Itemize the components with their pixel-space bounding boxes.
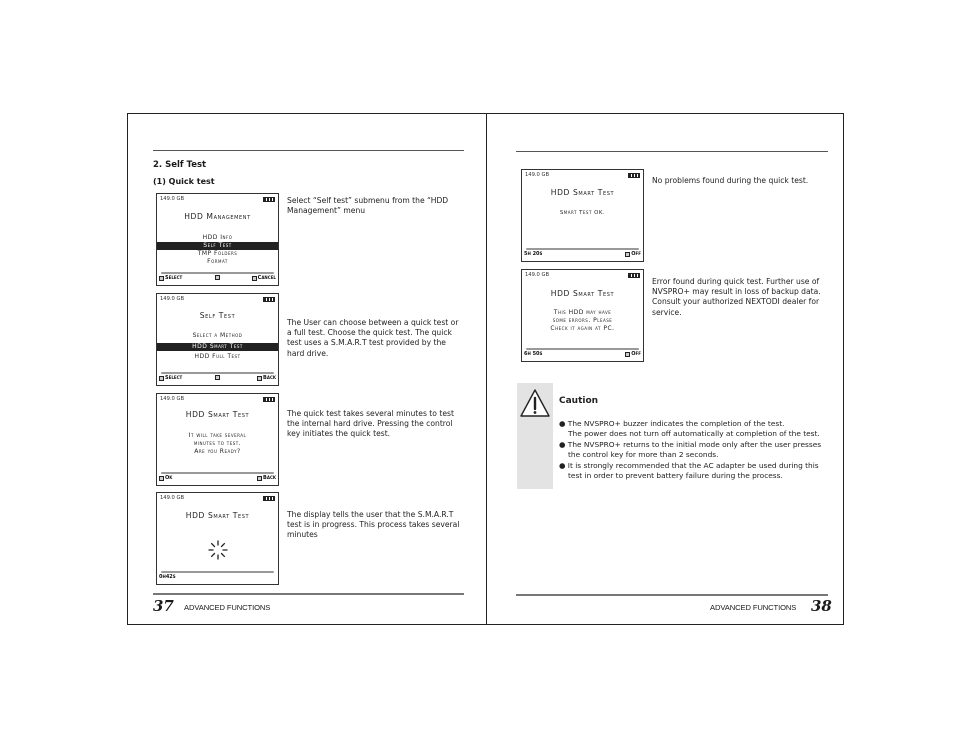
loading-spinner-icon [208, 540, 228, 560]
caution-bullet-continuation: The power does not turn off automatically at completion of the test. [568, 429, 820, 439]
right-header-rule [516, 151, 828, 152]
scroll-key-icon [215, 375, 220, 380]
menu-item-hdd-info: HDD Info [202, 234, 233, 241]
softkey-right: Back [263, 375, 276, 381]
elapsed-time: 5h 20s [524, 251, 543, 257]
left-footer-rule [153, 593, 464, 595]
device-screen-smart-test-ok [521, 169, 644, 262]
footer-title: ADVANCED FUNCTIONS [710, 603, 797, 612]
battery-icon [628, 173, 640, 178]
caution-sidebar [517, 383, 553, 489]
back-key-icon [257, 476, 262, 481]
menu-item-format: Format [207, 258, 228, 265]
caution-bullet: ● The NVSPRO+ returns to the initial mode only after the user presses [559, 439, 822, 449]
softkey-left: Select [165, 275, 183, 281]
battery-icon [263, 197, 275, 202]
device-screen-smart-test-error [521, 269, 644, 362]
screen-title: HDD Smart Test [185, 410, 250, 419]
screen-softkeys [159, 375, 276, 383]
battery-icon [628, 273, 640, 278]
select-key-icon [159, 376, 164, 381]
page-divider [486, 113, 487, 625]
subheading: (1) Quick test [153, 177, 215, 186]
screen-title: HDD Smart Test [550, 289, 615, 298]
capacity-readout: 149.0 GB [160, 495, 185, 501]
softkey-left: Select [165, 375, 183, 381]
left-header-rule [153, 150, 464, 151]
menu-item-tmp-folders: TMP Folders [197, 250, 238, 257]
screen-prompt: Select a Method [192, 332, 243, 339]
screen-title: HDD Management [184, 212, 251, 221]
device-screen-smart-test-confirm [156, 393, 279, 486]
device-screen-self-test [156, 293, 279, 386]
battery-icon [263, 496, 275, 501]
screen-softkeys [524, 251, 641, 259]
scroll-key-icon [215, 275, 220, 280]
device-screen-smart-test-progress [156, 492, 279, 585]
battery-icon [263, 297, 275, 302]
caution-bullet: ● It is strongly recommended that the AC adapter be used during this [559, 460, 819, 470]
screen-message-line: This HDD may have [553, 309, 612, 316]
screen-softkeys [159, 574, 276, 582]
power-key-icon [625, 352, 630, 357]
screen-separator [161, 372, 274, 374]
screen-message-line: Are you Ready? [194, 448, 241, 455]
screen-separator [161, 571, 274, 573]
softkey-right: Off [631, 251, 641, 257]
warning-triangle-icon [519, 388, 551, 418]
menu-item-hdd-smart-test-selected: HDD Smart Test [157, 343, 278, 351]
screen-message-line: Check it again at PC. [550, 325, 615, 332]
elapsed-time: 0h42s [159, 574, 176, 580]
menu-item-hdd-full-test: HDD Full Test [194, 353, 241, 360]
screen-softkeys [159, 475, 276, 483]
capacity-readout: 149.0 GB [160, 196, 185, 202]
screen-message-line: It will take several [188, 432, 247, 439]
power-key-icon [625, 252, 630, 257]
page-number: 38 [811, 597, 832, 615]
screen-message-line: minutes to test. [193, 440, 242, 447]
screen-title: HDD Smart Test [550, 188, 615, 197]
section-heading: 2. Self Test [153, 160, 207, 170]
caution-bullet-continuation: the control key for more than 2 seconds. [568, 450, 719, 460]
ok-key-icon [159, 476, 164, 481]
screen-title: Self Test [199, 311, 236, 320]
capacity-readout: 149.0 GB [525, 272, 550, 278]
menu-item-self-test-selected: Self Test [157, 242, 278, 250]
result-description: Error found during quick test. Further use of NVSPRO+ may result in loss of backup data. Consult your authorized NEXTODI dealer for service. [652, 277, 821, 317]
screen-message-line: Smart Test OK. [559, 210, 606, 216]
softkey-left: Ok [165, 475, 173, 481]
softkey-right: Off [631, 351, 641, 357]
screen-softkeys [159, 275, 276, 283]
screen-message-line: some errors. Please [552, 317, 613, 324]
capacity-readout: 149.0 GB [525, 172, 550, 178]
right-footer-rule [516, 594, 828, 596]
select-key-icon [159, 276, 164, 281]
capacity-readout: 149.0 GB [160, 296, 185, 302]
caution-bullet: ● The NVSPRO+ buzzer indicates the completion of the test. [559, 419, 785, 428]
screen-separator [161, 272, 274, 274]
softkey-right: Back [263, 475, 276, 481]
footer-title: ADVANCED FUNCTIONS [184, 603, 271, 612]
caution-bullets [559, 419, 839, 481]
softkey-right: Cancel [257, 275, 276, 281]
elapsed-time: 6h 50s [524, 351, 543, 357]
screen-softkeys [524, 351, 641, 359]
step-description: The display tells the user that the S.M.A.R.T test is in progress. This process takes several minutes [287, 510, 460, 540]
step-description: The User can choose between a quick test or a full test. Choose the quick test. The quick test uses a S.M.A.R.T test provided by the hard drive. [287, 318, 459, 358]
battery-icon [263, 397, 275, 402]
screen-separator [161, 472, 274, 474]
back-key-icon [257, 376, 262, 381]
step-description: Select “Self test” submenu from the “HDD Management” menu [287, 196, 449, 216]
screen-separator [526, 348, 639, 350]
cancel-key-icon [252, 276, 257, 281]
screen-title: HDD Smart Test [185, 511, 250, 520]
step-description: The quick test takes several minutes to test the internal hard drive. Pressing the control key initiates the quick test. [287, 409, 454, 439]
capacity-readout: 149.0 GB [160, 396, 185, 402]
caution-title: Caution [559, 396, 599, 406]
device-screen-hdd-management [156, 193, 279, 286]
result-description: No problems found during the quick test. [652, 176, 809, 185]
caution-bullet-continuation: test in order to prevent battery failure during the process. [568, 471, 783, 481]
page-number: 37 [153, 597, 174, 615]
screen-separator [526, 248, 639, 250]
